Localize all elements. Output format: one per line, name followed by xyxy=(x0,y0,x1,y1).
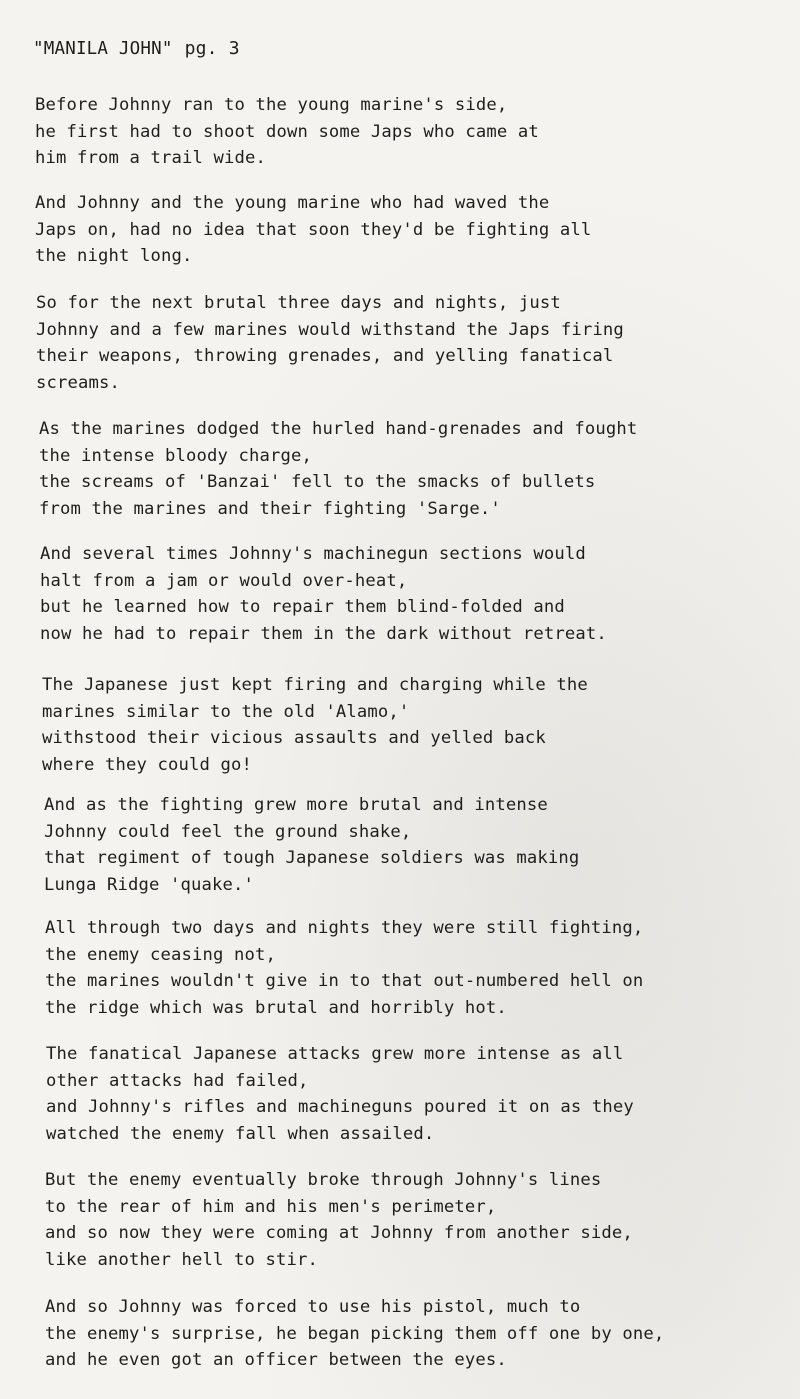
poem-line: the screams of 'Banzai' fell to the smacks of bullets xyxy=(39,472,596,492)
poem-line: from the marines and their fighting 'Sarge.' xyxy=(39,498,501,519)
poem-line: and he even got an officer between the eyes. xyxy=(45,1350,507,1370)
stanza xyxy=(42,672,588,778)
poem-line: Before Johnny ran to the young marine's side, xyxy=(35,95,508,115)
page-header xyxy=(33,38,240,59)
poem-line: And as the fighting grew more brutal and intense xyxy=(44,795,548,815)
poem-line: And Johnny and the young marine who had waved the xyxy=(35,193,550,213)
poem-line: the night long. xyxy=(35,246,193,266)
stanza xyxy=(35,92,539,172)
poem-line: withstood their vicious assaults and yelled back xyxy=(42,728,546,748)
stanza xyxy=(46,1041,634,1147)
poem-line: and Johnny's rifles and machineguns poured it on as they xyxy=(46,1097,634,1117)
poem-line: the ridge which was brutal and horribly hot. xyxy=(45,997,507,1018)
stanza xyxy=(39,416,637,522)
poem-line: All through two days and nights they were still fighting, xyxy=(45,918,644,938)
poem-line: So for the next brutal three days and nights, just xyxy=(36,293,561,313)
poem-line: other attacks had failed, xyxy=(46,1070,309,1091)
stanza xyxy=(40,541,607,647)
poem-line: to the rear of him and his men's perimeter, xyxy=(45,1196,497,1217)
poem-line: watched the enemy fall when assailed. xyxy=(46,1123,435,1144)
poem-line: now he had to repair them in the dark without retreat. xyxy=(40,623,607,644)
poem-line: halt from a jam or would over-heat, xyxy=(40,570,408,591)
stanza xyxy=(44,792,579,898)
poem-line: the enemy's surprise, he began picking them off one by one, xyxy=(45,1323,665,1344)
stanza xyxy=(36,290,624,396)
poem-line: but he learned how to repair them blind-folded and xyxy=(40,597,565,617)
poem-line: Japs on, had no idea that soon they'd be fighting all xyxy=(35,219,592,240)
page-number: pg. 3 xyxy=(184,38,240,59)
poem-line: As the marines dodged the hurled hand-grenades and fought xyxy=(39,419,638,439)
poem-line: the intense bloody charge, xyxy=(39,445,312,466)
poem-line: The Japanese just kept firing and charging while the xyxy=(42,675,588,695)
poem-line: their weapons, throwing grenades, and yelling fanatical xyxy=(36,346,614,366)
poem-line: And several times Johnny's machinegun sections would xyxy=(40,544,586,564)
poem-line: he first had to shoot down some Japs who came at xyxy=(35,121,539,142)
poem-line: where they could go! xyxy=(42,754,252,775)
stanza xyxy=(35,190,591,270)
stanza xyxy=(45,1294,664,1374)
poem-line: The fanatical Japanese attacks grew more intense as all xyxy=(46,1044,624,1064)
poem-line: marines similar to the old 'Alamo,' xyxy=(42,701,410,722)
poem-line: But the enemy eventually broke through Johnny's lines xyxy=(45,1170,602,1190)
poem-title: "MANILA JOHN" xyxy=(33,39,173,59)
poem-line: Lunga Ridge 'quake.' xyxy=(44,874,254,895)
stanza xyxy=(45,915,643,1021)
poem-line: and so now they were coming at Johnny from another side, xyxy=(45,1223,633,1243)
poem-line: that regiment of tough Japanese soldiers was making xyxy=(44,848,580,868)
poem-line: Johnny could feel the ground shake, xyxy=(44,821,412,842)
poem-line: the marines wouldn't give in to that out-numbered hell on xyxy=(45,971,644,991)
poem-line: him from a trail wide. xyxy=(35,148,266,168)
poem-line: like another hell to stir. xyxy=(45,1249,318,1270)
poem-line: screams. xyxy=(36,372,120,393)
stanza xyxy=(45,1167,633,1273)
poem-line: And so Johnny was forced to use his pistol, much to xyxy=(45,1297,581,1317)
poem-line: Johnny and a few marines would withstand the Japs firing xyxy=(36,319,624,340)
poem-line: the enemy ceasing not, xyxy=(45,944,276,965)
